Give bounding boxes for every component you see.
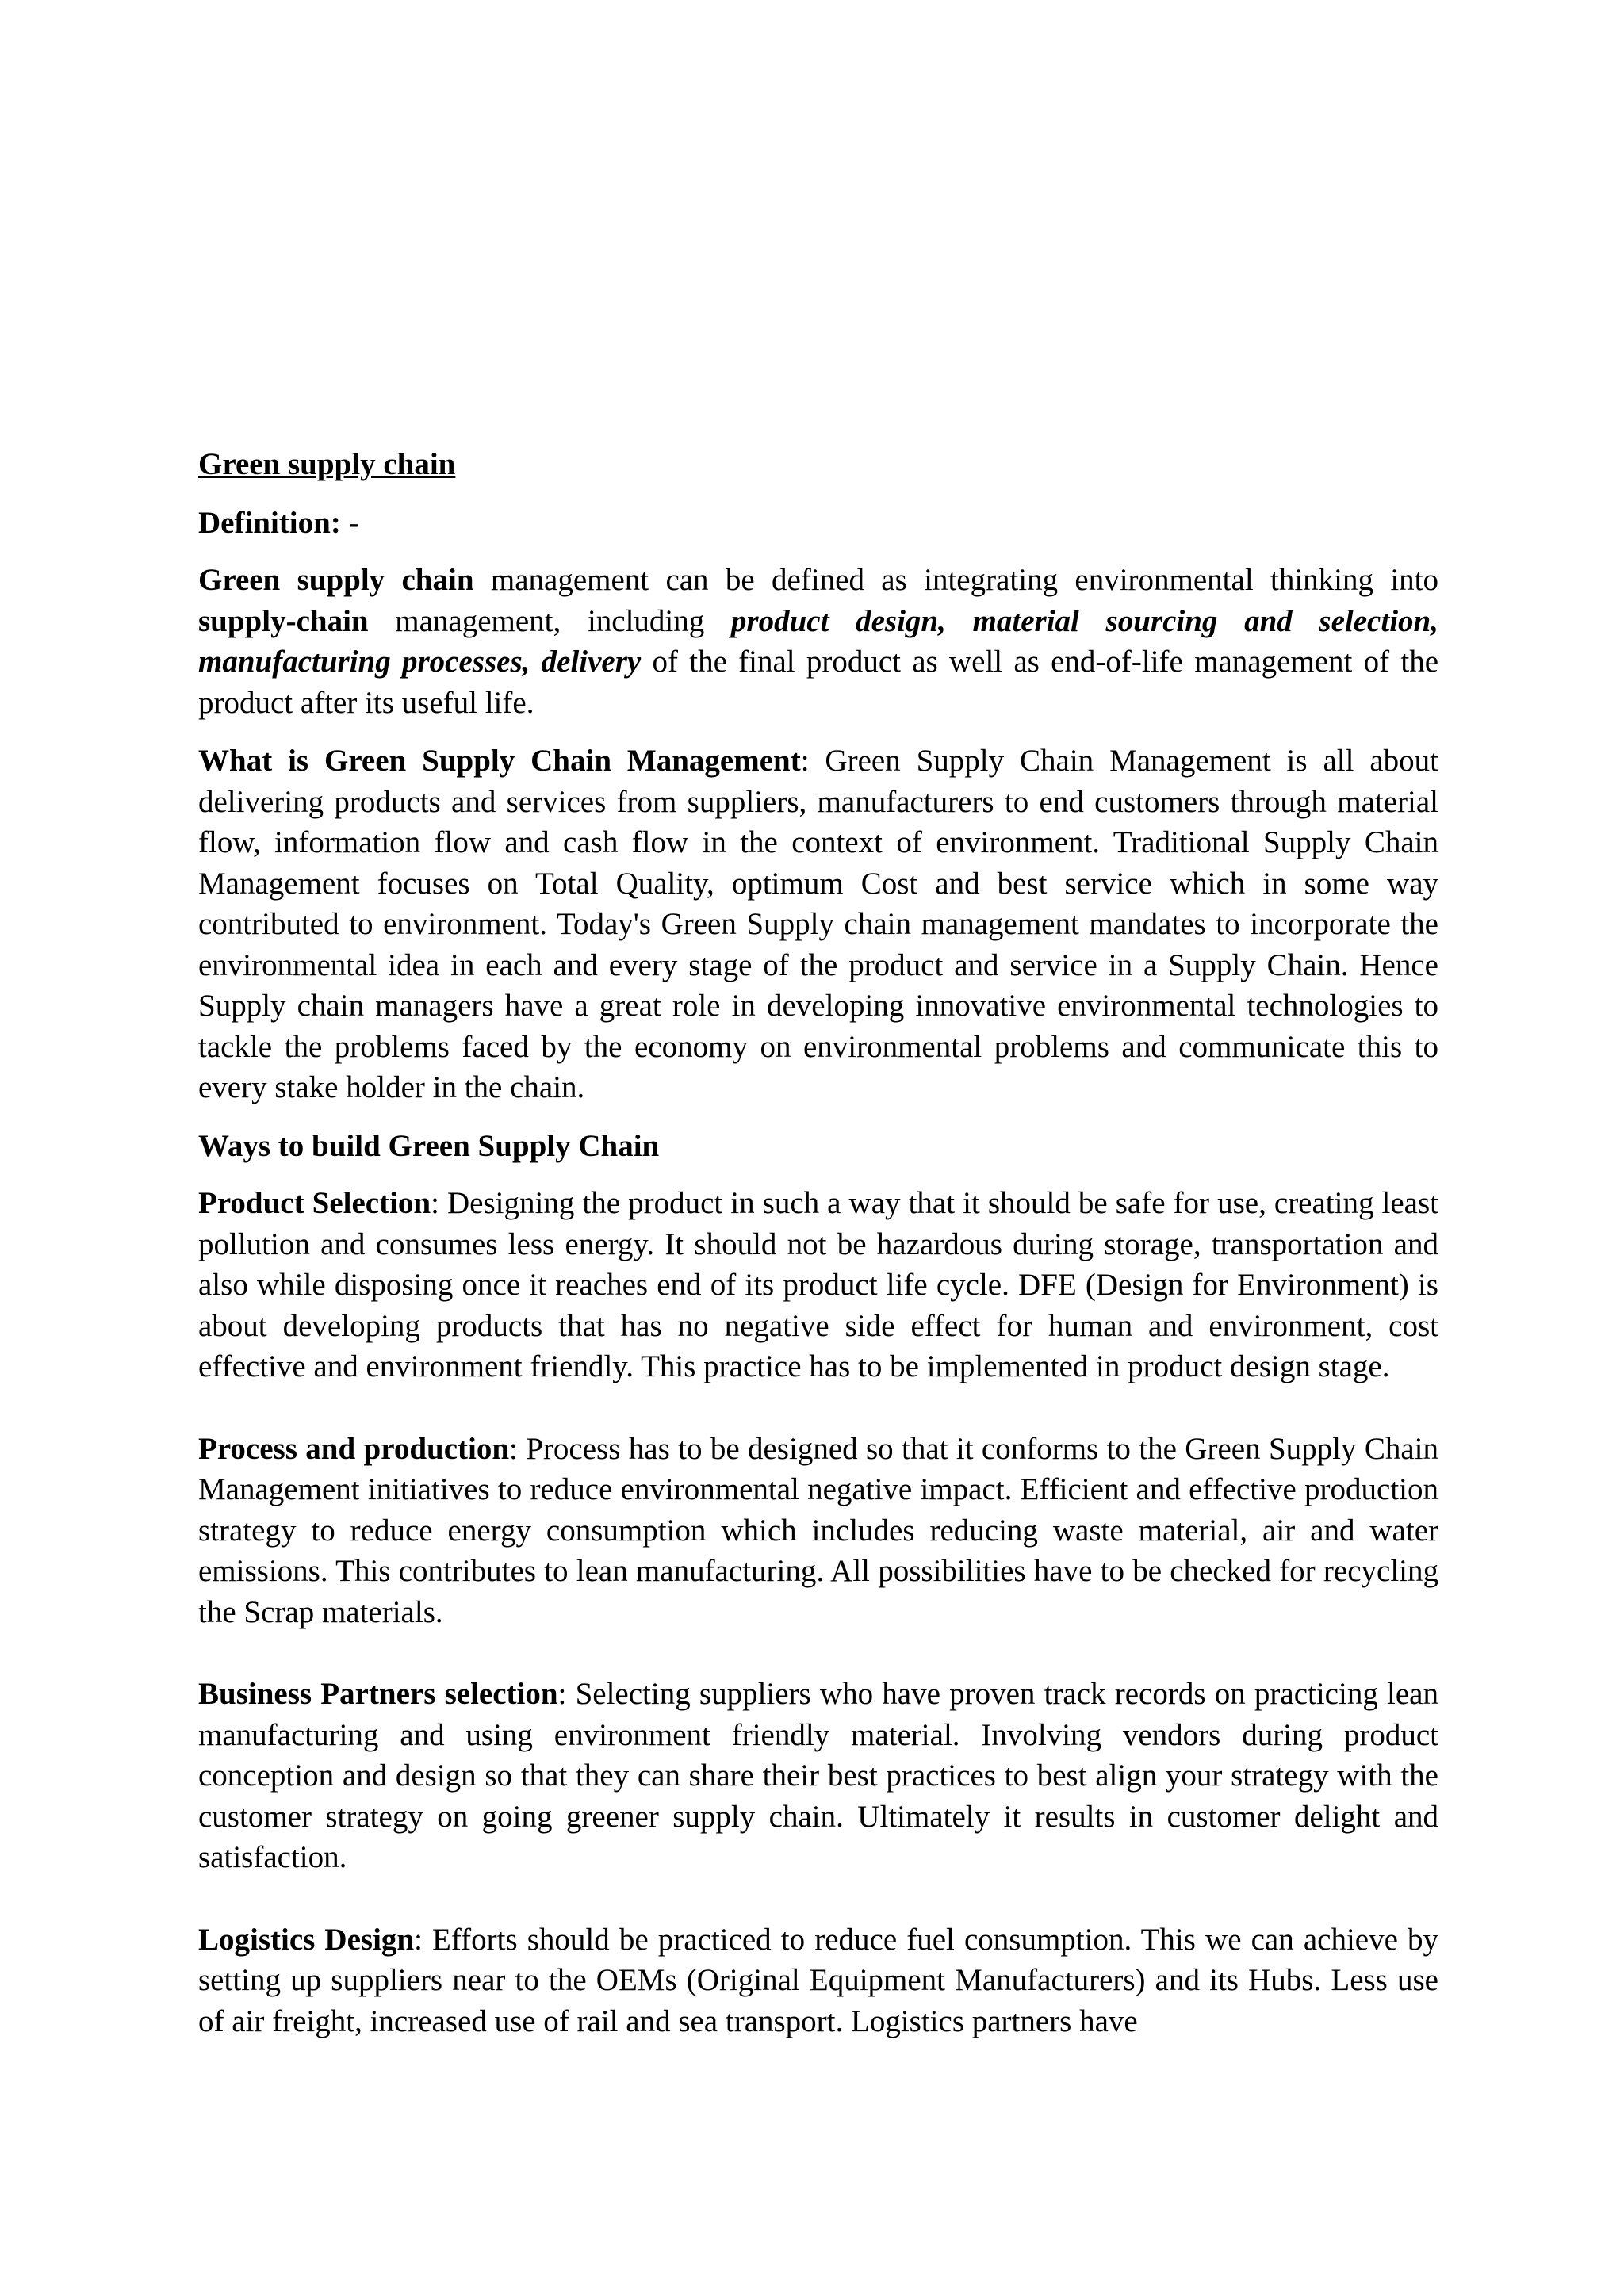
- section-label: Product Selection: [198, 1186, 431, 1220]
- definition-paragraph: [198, 560, 1438, 723]
- ways-heading: Ways to build Green Supply Chain: [198, 1128, 660, 1163]
- section-product-selection: [198, 1183, 1438, 1387]
- document-title: Green supply chain: [198, 447, 456, 481]
- what-is-text: : Green Supply Chain Management is all about delivering products and services from suppliers, manufacturers to end customers through material flow, information flow and cash flow in the context of environment. Traditional Supply Chain Management focuses on Total Quality, optimum Cost and best service which in some way contributed to environment. Today's Green Supply chain management mandates to incorporate the environmental idea in each and every stage of the product and service in a Supply Chain. Hence Supply chain managers have a great role in developing innovative environmental technologies to tackle the problems faced by the economy on environmental problems and communicate this to every stake holder in the chain.: [198, 744, 1438, 1104]
- what-is-label: What is Green Supply Chain Management: [198, 744, 801, 778]
- section-logistics-design: [198, 1919, 1438, 2042]
- definition-text-3: of the final product as well as end-of-life management of the product after its useful life.: [198, 645, 1438, 720]
- definition-heading: Definition: -: [198, 505, 359, 540]
- section-label: Business Partners selection: [198, 1677, 558, 1711]
- definition-lead-term: Green supply chain: [198, 563, 474, 597]
- section-text: : Efforts should be practiced to reduce fuel consumption. This we can achieve by setting up suppliers near to the OEMs (Original Equipment Manufacturers) and its Hubs. Less use of air freight, increased use of rail and sea transport. Logistics partners have: [198, 1922, 1438, 2038]
- definition-term-supply-chain: supply-chain: [198, 603, 369, 638]
- section-label: Logistics Design: [198, 1922, 415, 1957]
- section-text: : Designing the product in such a way that it should be safe for use, creating least pollution and consumes less energy. It should not be hazardous during storage, transportation and also while disposing once it reaches end of its product life cycle. DFE (Design for Environment) is about developing products that has no negative side effect for human and environment, cost effective and environment friendly. This practice has to be implemented in product design stage.: [198, 1186, 1438, 1383]
- what-is-paragraph: [198, 740, 1438, 1108]
- section-process-production: [198, 1429, 1438, 1633]
- definition-text-1: management can be defined as integrating environmental thinking into: [473, 563, 1439, 597]
- document-page: [198, 444, 1438, 2059]
- section-business-partners: [198, 1674, 1438, 1878]
- section-text: : Selecting suppliers who have proven track records on practicing lean manufacturing and using environment friendly material. Involving vendors during product conception and design so that they can share their best practices to best align your strategy with the customer strategy on going greener supply chain. Ultimately it results in customer delight and satisfaction.: [198, 1677, 1438, 1874]
- definition-emphasis: product design, material sourcing and selection, manufacturing processes, delivery: [198, 603, 1438, 679]
- section-text: : Process has to be designed so that it conforms to the Green Supply Chain Management initiatives to reduce environmental negative impact. Efficient and effective production strategy to reduce energy consumption which includes reducing waste material, air and water emissions. This contributes to lean manufacturing. All possibilities have to be checked for recycling the Scrap materials.: [198, 1431, 1439, 1629]
- section-label: Process and production: [198, 1431, 510, 1466]
- definition-text-2: management, including: [368, 603, 731, 638]
